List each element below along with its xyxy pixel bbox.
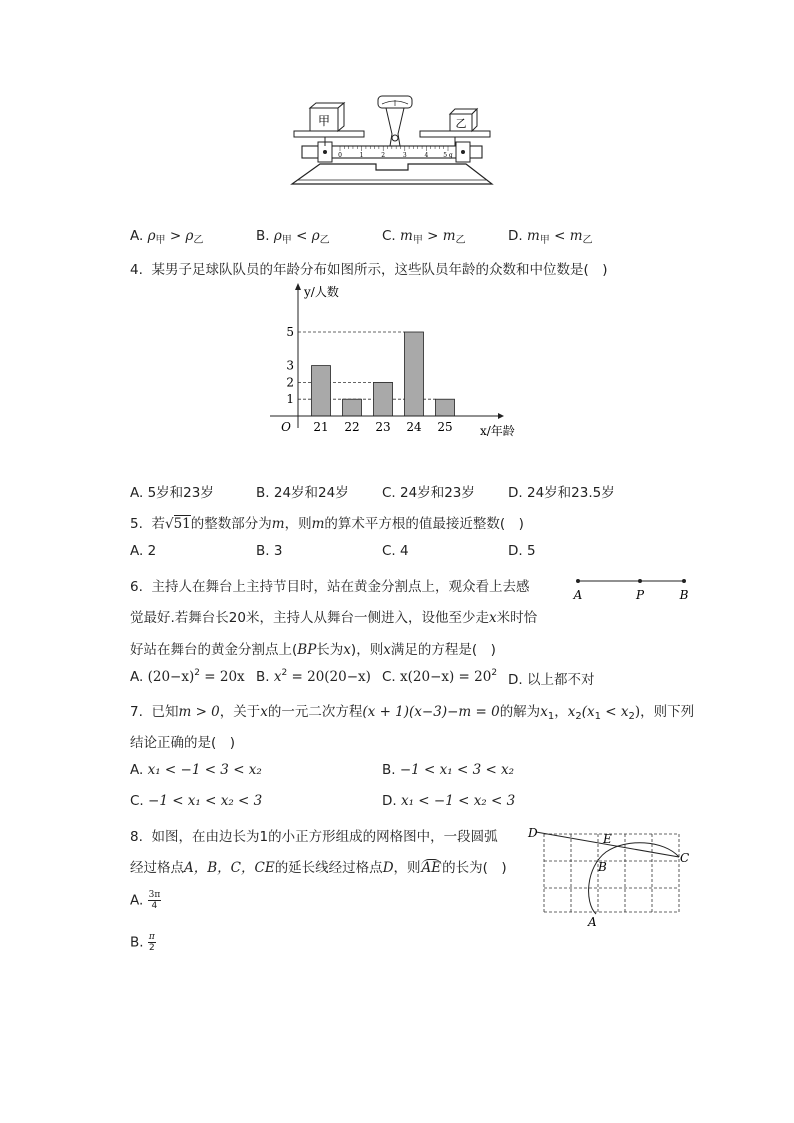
subscript: 乙 xyxy=(455,235,466,246)
var: ρ xyxy=(147,228,156,244)
text: 觉最好.若舞台长20米，主持人从舞台一侧进入，设他至少走 xyxy=(130,610,489,626)
x-tick-label: 22 xyxy=(344,420,360,434)
ruler-tick-label: 1 xyxy=(359,152,364,159)
x-tick-label: 23 xyxy=(375,420,391,434)
q6-option-d[interactable] xyxy=(508,668,594,688)
q5-stem xyxy=(130,512,524,532)
text: 米时恰 xyxy=(496,610,538,626)
relation: > xyxy=(169,228,182,244)
option-text: 24岁和24岁 xyxy=(273,485,349,501)
y-tick-label: 5 xyxy=(286,325,294,339)
option-text: 5 xyxy=(526,543,536,559)
q7-option-c[interactable] xyxy=(130,793,262,809)
subscript: 乙 xyxy=(193,235,204,246)
option-expr: (20−x) xyxy=(147,669,195,685)
y-tick-label: 2 xyxy=(286,375,294,390)
subscript: 乙 xyxy=(582,235,593,246)
question-text: 如图，在由边长为1的小正方形组成的网格图中，一段圆弧 xyxy=(151,829,498,845)
golden-section-segment-figure xyxy=(570,572,694,604)
balance-scale-figure xyxy=(290,94,494,190)
option-letter: C. xyxy=(130,793,144,809)
var: ρ xyxy=(185,228,194,244)
q8-line-2 xyxy=(130,856,507,876)
math-condition: m > 0 xyxy=(178,704,220,720)
q8-line-1 xyxy=(130,825,498,845)
option-text: 4 xyxy=(400,543,409,559)
origin-label: O xyxy=(281,420,291,434)
var: m xyxy=(569,228,583,244)
var: x xyxy=(260,704,268,720)
q6-option-c[interactable] xyxy=(382,668,497,685)
math: (x xyxy=(581,704,595,720)
subscript: 乙 xyxy=(319,235,330,246)
subscript-2: 2 xyxy=(575,711,582,722)
left-block-label: 甲 xyxy=(317,114,331,128)
option-letter: A. xyxy=(130,228,144,244)
var: m xyxy=(400,228,413,244)
q7-option-d[interactable] xyxy=(382,793,515,809)
option-letter: A. xyxy=(130,892,144,909)
x-axis-arrow xyxy=(498,413,504,419)
var: x xyxy=(567,704,576,720)
question-number: 8. xyxy=(130,829,143,845)
question-text: 某男子足球队队员的年龄分布如图所示，这些队员年龄的众数和中位数是( ) xyxy=(151,262,608,278)
text: )，则 xyxy=(350,642,384,658)
y-tick-label: 3 xyxy=(286,358,294,373)
point-a-label: A xyxy=(588,915,597,929)
bar xyxy=(343,399,362,416)
relation: > xyxy=(427,228,439,244)
x-tick-label: 21 xyxy=(313,420,329,434)
q7-line-1 xyxy=(130,700,694,722)
text: 长为 xyxy=(316,642,344,658)
option-letter: D. xyxy=(508,543,523,559)
question-number: 7. xyxy=(130,704,143,720)
subscript: 甲 xyxy=(281,235,292,246)
q6-option-a[interactable] xyxy=(130,668,245,685)
text: 的延长线经过格点 xyxy=(274,860,383,876)
option-text: 24岁和23岁 xyxy=(400,485,475,501)
var: m xyxy=(526,228,540,244)
y-tick-label: 1 xyxy=(286,392,294,407)
question-number: 5. xyxy=(130,516,143,532)
var: x xyxy=(540,704,548,720)
radicand: 51 xyxy=(173,516,191,532)
option-letter: B. xyxy=(382,762,396,778)
ruler-tick-label: 3 xyxy=(402,152,407,159)
option-letter: B. xyxy=(130,934,144,951)
option-letter: A. xyxy=(130,762,144,778)
var: m xyxy=(442,228,456,244)
text: 的算术平方根的值最接近整数( ) xyxy=(324,516,524,532)
option-text: 2 xyxy=(147,543,157,559)
q8-option-b[interactable] xyxy=(130,932,156,953)
option-letter: C. xyxy=(382,228,396,244)
bar xyxy=(405,332,424,416)
q3-option-d[interactable] xyxy=(508,228,593,246)
q7-option-a[interactable] xyxy=(130,762,262,778)
q4-option-d[interactable] xyxy=(508,481,615,501)
q5-option-b[interactable] xyxy=(256,543,282,559)
superscript: 2 xyxy=(281,668,288,678)
point-b-label: B xyxy=(598,860,607,874)
option-letter: A. xyxy=(130,485,144,501)
q3-option-a[interactable] xyxy=(130,228,203,246)
y-axis-arrow xyxy=(295,283,301,290)
option-text: 3 xyxy=(273,543,283,559)
option-text: 以上都不对 xyxy=(526,672,595,688)
ruler-tick-label: 2 xyxy=(381,152,386,159)
option-expr: x(20−x) = 20 xyxy=(400,669,492,685)
math: ) xyxy=(634,704,641,720)
arc-label: AE xyxy=(421,860,442,876)
text: 的长为( ) xyxy=(442,860,507,876)
option-expr: x₁ < −1 < 3 < x₂ xyxy=(147,762,262,778)
option-letter: D. xyxy=(508,485,523,501)
point-b-label: B xyxy=(679,588,689,602)
text: ，关于 xyxy=(219,704,261,720)
text: 好站在舞台的黄金分割点上( xyxy=(130,642,298,658)
option-letter: B. xyxy=(256,543,270,559)
var: m xyxy=(271,516,285,532)
superscript: 2 xyxy=(491,668,498,678)
numerator: π xyxy=(148,932,155,942)
math: < x xyxy=(600,704,629,720)
subscript-1: 1 xyxy=(594,711,601,722)
point-e-label: E xyxy=(603,832,612,846)
question-number: 4. xyxy=(130,262,143,278)
math: A，B，C，CE xyxy=(184,860,275,876)
superscript: 2 xyxy=(194,668,200,678)
y-axis-label: y/人数 xyxy=(304,285,339,299)
x-tick-label: 24 xyxy=(406,420,422,434)
q7-option-b[interactable] xyxy=(382,762,514,778)
fraction xyxy=(148,932,156,953)
q6-line-1 xyxy=(130,575,529,595)
var: BP xyxy=(297,642,317,658)
sqrt-symbol: √ xyxy=(164,516,174,532)
var: x xyxy=(383,642,391,658)
var: x xyxy=(343,642,351,658)
option-letter: B. xyxy=(256,485,270,501)
denominator: 2 xyxy=(148,943,155,953)
q4-stem xyxy=(130,258,608,278)
var: ρ xyxy=(273,228,282,244)
point-p-label: P xyxy=(635,588,645,602)
q6-line-2 xyxy=(130,606,537,626)
grid-arc-figure xyxy=(526,822,702,930)
var: x xyxy=(488,610,497,626)
option-letter: C. xyxy=(382,485,396,501)
denominator: 4 xyxy=(151,901,158,911)
subscript: 甲 xyxy=(412,235,423,246)
q4-option-c[interactable] xyxy=(382,481,475,501)
text: 的一元二次方程 xyxy=(267,704,363,720)
q3-option-b[interactable] xyxy=(256,228,330,246)
option-expr: = 20(20−x) xyxy=(287,669,371,685)
point-a-label: A xyxy=(573,588,583,602)
var: m xyxy=(311,516,325,532)
point-c-label: C xyxy=(680,851,690,865)
q8-option-a[interactable] xyxy=(130,890,161,911)
question-number: 6. xyxy=(130,579,143,595)
option-letter: C. xyxy=(382,543,396,559)
option-text: 24岁和23.5岁 xyxy=(526,485,615,501)
q6-line-3 xyxy=(130,638,496,658)
age-distribution-chart xyxy=(262,280,532,440)
relation: < xyxy=(296,228,308,244)
x-tick-label: 25 xyxy=(437,420,453,434)
var: D xyxy=(382,860,394,876)
question-text: 主持人在舞台上主持节目时，站在黄金分割点上，观众看上去感 xyxy=(151,579,530,595)
text: 若 xyxy=(151,516,165,532)
q3-option-c[interactable] xyxy=(382,228,466,246)
x-axis-label: x/年龄 xyxy=(480,424,515,438)
option-letter: D. xyxy=(508,228,523,244)
option-expr: x xyxy=(273,669,282,685)
option-letter: A. xyxy=(130,543,144,559)
option-text: 5岁和23岁 xyxy=(147,485,214,501)
text: 已知 xyxy=(151,704,179,720)
text: 满足的方程是( ) xyxy=(390,642,496,658)
text: ， xyxy=(554,704,568,720)
relation: < xyxy=(554,228,566,244)
subscript-1: 1 xyxy=(547,711,555,722)
subscript-2: 2 xyxy=(628,711,635,722)
ruler-tick-label: 0 xyxy=(338,152,342,159)
option-expr: = 20x xyxy=(199,669,245,685)
var: ρ xyxy=(311,228,320,244)
bar xyxy=(312,366,331,416)
option-letter: D. xyxy=(382,793,397,809)
text: ，则下列 xyxy=(640,704,695,720)
text: 的整数部分为 xyxy=(190,516,272,532)
q5-option-c[interactable] xyxy=(382,543,409,559)
ruler-tick-label: 5 g xyxy=(443,152,453,159)
q4-option-b[interactable] xyxy=(256,481,349,501)
option-expr: −1 < x₁ < x₂ < 3 xyxy=(148,793,263,809)
option-letter: B. xyxy=(256,669,270,685)
option-letter: D. xyxy=(508,672,523,688)
fraction xyxy=(148,890,162,911)
text: ，则 xyxy=(393,860,421,876)
text: 的解为 xyxy=(499,704,541,720)
subscript: 甲 xyxy=(155,235,166,246)
option-letter: A. xyxy=(130,669,144,685)
option-expr: −1 < x₁ < 3 < x₂ xyxy=(399,762,515,778)
q5-option-d[interactable] xyxy=(508,543,536,559)
text: ，则 xyxy=(284,516,312,532)
question-text: 结论正确的是( ) xyxy=(130,735,236,751)
point-d-label: D xyxy=(528,826,538,840)
equation: (x + 1)(x−3)−m = 0 xyxy=(362,704,500,720)
numerator: 3π xyxy=(148,890,161,900)
option-letter: C. xyxy=(382,669,396,685)
option-letter: B. xyxy=(256,228,270,244)
bar xyxy=(374,382,393,416)
ruler-tick-label: 4 xyxy=(424,152,429,159)
text: 经过格点 xyxy=(130,860,184,876)
q4-option-a[interactable] xyxy=(130,481,214,501)
q5-option-a[interactable] xyxy=(130,543,156,559)
q7-line-2 xyxy=(130,731,235,751)
subscript: 甲 xyxy=(539,235,550,246)
option-expr: x₁ < −1 < x₂ < 3 xyxy=(400,793,516,809)
q6-option-b[interactable] xyxy=(256,668,371,685)
right-block-label: 乙 xyxy=(455,117,467,130)
bar xyxy=(436,399,455,416)
